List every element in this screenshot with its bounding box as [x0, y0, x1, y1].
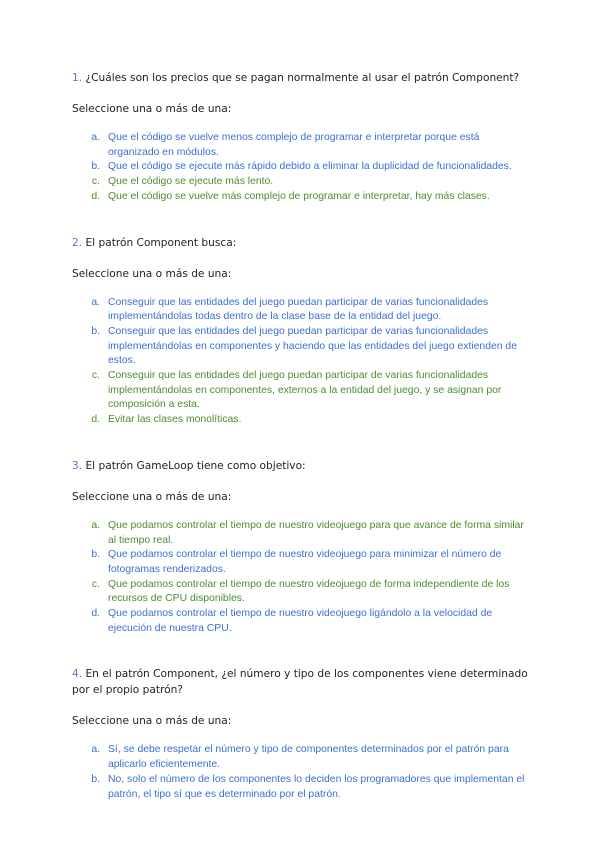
question-3-prompt: Seleccione una o más de una: — [72, 490, 232, 503]
option-1a[interactable] — [72, 131, 532, 160]
option-3d[interactable] — [72, 607, 532, 636]
option-letter: a. — [91, 519, 100, 531]
question-1-text: ¿Cuáles son los precios que se pagan normalmente al usar el patrón Component? — [85, 72, 520, 84]
question-3 — [72, 458, 532, 637]
option-text: Que podamos controlar el tiempo de nuestro videojuego ligándolo a la velocidad de ejecución de nuestra CPU. — [108, 608, 493, 634]
option-text: Evitar las clases monolíticas. — [108, 414, 242, 426]
option-text: Que podamos controlar el tiempo de nuestro videojuego para que avance de forma similar al tiempo real. — [108, 519, 524, 546]
option-letter: b. — [91, 549, 100, 561]
option-1d[interactable] — [72, 190, 532, 205]
option-text: No, solo el número de los componentes lo deciden los programadores que implementan el patrón, el tipo sí que es determinado por el patrón. — [108, 773, 525, 800]
question-4-title — [72, 666, 532, 698]
option-2d[interactable] — [72, 413, 532, 428]
option-1c[interactable] — [72, 175, 532, 190]
question-2-options — [72, 296, 532, 428]
option-3c[interactable] — [72, 578, 532, 607]
question-4-text: En el patrón Component, ¿el número y tipo de los componentes viene determinado por el propio patrón? — [72, 668, 528, 697]
option-letter: a. — [91, 296, 100, 308]
question-4 — [72, 666, 532, 802]
question-2-number: 2. — [72, 236, 83, 249]
option-text: Que el código se vuelve más complejo de programar e interpretar, hay más clases. — [108, 190, 490, 202]
option-2a[interactable] — [72, 296, 532, 325]
option-text: Conseguir que las entidades del juego puedan participar de varias funcionalidades implementándolas todas dentro de la clase base de la entidad del juego. — [108, 296, 489, 323]
question-3-options — [72, 519, 532, 637]
option-letter: b. — [91, 161, 100, 173]
option-letter: c. — [91, 370, 100, 382]
option-1b[interactable] — [72, 160, 532, 175]
question-2-title — [72, 235, 532, 251]
question-1-title — [72, 70, 532, 86]
question-4-number: 4. — [72, 668, 83, 681]
option-3b[interactable] — [72, 548, 532, 577]
option-letter: d. — [91, 414, 100, 426]
question-1-number: 1. — [72, 72, 83, 84]
option-text: Conseguir que las entidades del juego puedan participar de varias funcionalidades implementándolas en componentes y haciendo que las entidades del juego extienden de estos. — [108, 325, 517, 367]
option-2c[interactable] — [72, 369, 532, 413]
option-letter: c. — [91, 578, 100, 590]
question-1 — [72, 70, 532, 205]
question-2 — [72, 235, 532, 428]
question-3-title — [72, 458, 532, 474]
option-letter: b. — [91, 773, 100, 785]
option-letter: b. — [91, 325, 100, 337]
option-letter: a. — [91, 132, 100, 143]
question-2-text: El patrón Component busca: — [85, 236, 237, 249]
quiz-page — [72, 70, 532, 818]
option-letter: d. — [91, 190, 100, 202]
option-text: Que podamos controlar el tiempo de nuestro videojuego para minimizar el número de fotogramas renderizados. — [108, 549, 502, 575]
option-text: Sí, se debe respetar el número y tipo de componentes determinados por el patrón para aplicarlo eficientemente. — [108, 744, 509, 771]
question-1-options — [72, 131, 532, 205]
question-2-prompt: Seleccione una o más de una: — [72, 267, 232, 280]
option-text: Conseguir que las entidades del juego puedan participar de varias funcionalidades implementándolas en componentes, externos a la entidad del juego, y se asignan por composición a esta. — [108, 370, 502, 411]
question-4-options — [72, 743, 532, 802]
option-text: Que el código se ejecute más rápido debido a eliminar la duplicidad de funcionalidades. — [108, 161, 512, 173]
option-4a[interactable] — [72, 743, 532, 772]
option-text: Que el código se vuelve menos complejo de programar e interpretar porque está organizado en módulos. — [108, 132, 480, 158]
option-3a[interactable] — [72, 519, 532, 548]
question-3-number: 3. — [72, 459, 83, 472]
option-text: Que el código se ejecute más lento. — [108, 176, 274, 188]
option-letter: d. — [91, 608, 100, 620]
question-4-prompt: Seleccione una o más de una: — [72, 715, 232, 728]
question-3-text: El patrón GameLoop tiene como objetivo: — [85, 459, 306, 472]
option-letter: c. — [91, 176, 100, 188]
option-text: Que podamos controlar el tiempo de nuestro videojuego de forma independiente de los recursos de CPU disponibles. — [108, 578, 510, 605]
question-1-prompt: Seleccione una o más de una: — [72, 103, 232, 115]
option-4b[interactable] — [72, 773, 532, 802]
option-letter: a. — [91, 744, 100, 756]
option-2b[interactable] — [72, 325, 532, 369]
